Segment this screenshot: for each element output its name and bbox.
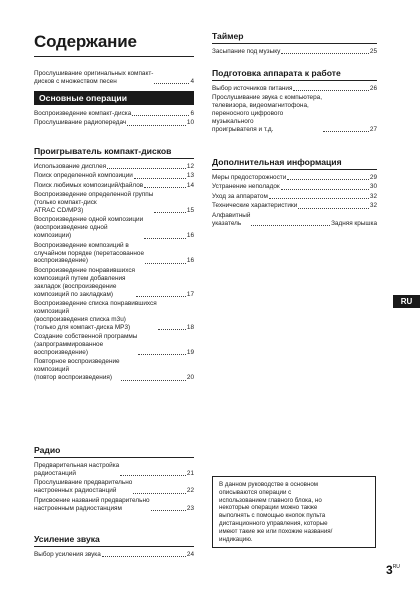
dot-leader: [144, 237, 186, 239]
dot-leader: [251, 224, 330, 226]
toc-entry-page: 13: [186, 172, 194, 180]
cd-player-list: [34, 163, 194, 382]
toc-entry-page: 24: [186, 551, 194, 558]
toc-entry: [34, 333, 194, 357]
dot-leader: [138, 353, 186, 355]
dot-leader: [127, 124, 186, 126]
toc-entry-page: 27: [369, 126, 377, 134]
toc-entry-page: 32: [369, 202, 377, 210]
dot-leader: [269, 197, 369, 199]
dot-leader: [287, 178, 369, 180]
basic-operations-section: [34, 91, 194, 129]
toc-entry-page: 16: [186, 257, 194, 265]
radio-heading: Радио: [34, 445, 194, 458]
toc-entry-title: Прослушивание предварительно настроенных радиостанций: [34, 479, 133, 495]
toc-entry-page: 20: [186, 374, 194, 382]
toc-entry-title: Воспроизведение определенной группы (только компакт-диск ATRAC CD/MP3): [34, 191, 154, 215]
toc-entry: [34, 172, 194, 180]
toc-entry-title: Воспроизведение списка понравившихся композиций (воспроизведения списка m3u) (только для компакт-диска MP3): [34, 300, 157, 331]
toc-entry-title: Засыпание под музыку: [212, 48, 281, 55]
toc-entry-page: 19: [186, 348, 194, 356]
dot-leader: [323, 130, 369, 132]
timer-heading: Таймер: [212, 31, 377, 44]
toc-entry-page: 16: [186, 232, 194, 240]
toc-entry-page: 14: [186, 181, 194, 189]
dot-leader: [145, 262, 186, 264]
timer-list: [212, 48, 377, 56]
toc-entry: [212, 193, 377, 201]
note-box: В данном руководстве в основном описываются операции с использованием главного блока, но некоторые операции можно также выполнять с помощью кнопок пульта дистанционного управления, которые имеют такие же или похожие названия/ индикацию.: [212, 476, 376, 548]
toc-entry-title: Уход за аппаратом: [212, 192, 268, 200]
preparation-heading: Подготовка аппарата к работе: [212, 68, 377, 81]
toc-entry: [212, 212, 377, 228]
toc-entry-page: 29: [369, 174, 377, 181]
toc-entry-page: Задняя крышка: [331, 219, 377, 227]
dot-leader: [144, 186, 186, 188]
toc-entry-title: Создание собственной программы (запрограммированное воспроизведение): [34, 333, 138, 356]
toc-entry-title: Выбор источников питания: [212, 85, 293, 92]
dot-leader: [281, 52, 369, 54]
toc-entry-title: Выбор усиления звука: [34, 551, 101, 558]
toc-entry: [34, 182, 194, 190]
toc-entry: [34, 191, 194, 215]
toc-entry-page: 10: [186, 119, 194, 127]
toc-entry-page: 15: [186, 207, 194, 215]
toc-entry-page: 23: [186, 504, 194, 512]
additional-info-list: [212, 174, 377, 227]
toc-entry-title: Повторное воспроизведение композиций (повтор воспроизведения): [34, 358, 120, 382]
toc-entry-page: 6: [190, 110, 194, 117]
dot-leader: [298, 207, 369, 209]
toc-entry-page: 4: [190, 77, 194, 85]
toc-entry: [212, 94, 377, 134]
toc-entry-title: Технические характеристики: [212, 202, 298, 210]
dot-leader: [158, 328, 186, 330]
toc-entry-title: Меры предосторожности: [212, 174, 287, 181]
toc-entry: [34, 300, 194, 332]
cd-player-heading: Проигрыватель компакт-дисков: [34, 146, 194, 159]
toc-entry-title: Присвоение названий предварительно настроенным радиостанциям: [34, 496, 150, 512]
toc-entry-title: Поиск определенной композиции: [34, 172, 133, 180]
page-number-suffix: RU: [392, 564, 400, 570]
toc-entry-title: Воспроизведение понравившихся композиций путем добавления закладок (воспроизведение композиций по закладкам): [34, 266, 136, 298]
bass-section: [34, 534, 194, 560]
preparation-list: [212, 85, 377, 134]
toc-entry-title: Устранение неполадок: [212, 183, 280, 191]
page-number: [386, 563, 400, 577]
toc-entry: [34, 70, 194, 86]
dot-leader: [281, 188, 369, 190]
toc-entry-title: Воспроизведение одной композиции (воспроизведение одной композиции): [34, 216, 144, 240]
radio-list: [34, 462, 194, 512]
toc-entry-title: Поиск любимых композиций/файлов: [34, 181, 144, 189]
toc-entry-page: 21: [186, 469, 194, 477]
dot-leader: [154, 82, 189, 84]
toc-entry: [212, 183, 377, 191]
toc-entry: [34, 119, 194, 127]
preparation-section: [212, 68, 377, 135]
toc-entry-title: Воспроизведение композиций в случайном порядке (перетасованное воспроизведение): [34, 241, 145, 265]
dot-leader: [134, 177, 186, 179]
toc-entry-title: Алфавитный указатель: [212, 211, 251, 227]
dot-leader: [132, 114, 189, 116]
dot-leader: [133, 492, 186, 494]
bass-list: [34, 551, 194, 559]
page-number-value: 3: [386, 563, 393, 577]
toc-entry: [212, 202, 377, 210]
toc-entry: [34, 110, 194, 118]
toc-entry-page: 30: [369, 183, 377, 191]
dot-leader: [107, 167, 186, 169]
page-title: Содержание: [34, 32, 194, 57]
dot-leader: [154, 211, 186, 213]
cd-player-section: [34, 146, 194, 384]
toc-entry-title: Использование дисплея: [34, 163, 107, 170]
toc-entry-page: 18: [186, 323, 194, 331]
toc-entry-title: Прослушивание звука с компьютера, телевизора, видеомагнитофона, переносного цифрового музыкального проигрывателя и т.д.: [212, 94, 322, 134]
radio-section: [34, 445, 194, 514]
toc-entry-title: Предварительная настройка радиостанций: [34, 462, 120, 477]
toc-entry-page: 12: [186, 163, 194, 170]
language-tab: RU: [393, 295, 420, 308]
intro-section: [34, 70, 194, 87]
dot-leader: [102, 555, 186, 557]
toc-entry-page: 25: [369, 48, 377, 55]
toc-entry: [34, 497, 194, 513]
toc-entry: [34, 358, 194, 382]
toc-entry-page: 26: [369, 85, 377, 92]
toc-entry: [212, 174, 377, 182]
toc-entry: [34, 216, 194, 240]
toc-entry-page: 22: [186, 487, 194, 495]
toc-entry-title: Воспроизведение компакт-диска: [34, 110, 132, 117]
dot-leader: [136, 295, 186, 297]
toc-entry: [212, 48, 377, 56]
timer-section: [212, 31, 377, 57]
toc-entry: [34, 242, 194, 266]
dot-leader: [151, 509, 186, 511]
dot-leader: [120, 474, 186, 476]
additional-info-section: [212, 157, 377, 229]
toc-entry-page: 17: [186, 290, 194, 298]
toc-entry-page: 32: [369, 192, 377, 200]
dot-leader: [121, 379, 186, 381]
toc-entry: [212, 85, 377, 93]
dot-leader: [293, 89, 368, 91]
toc-entry-title: Прослушивание оригинальных компакт- дисков с множеством песен: [34, 70, 154, 85]
basic-operations-list: [34, 110, 194, 127]
toc-entry: [34, 551, 194, 559]
basic-operations-heading: Основные операции: [34, 91, 194, 105]
toc-entry-title: Прослушивание радиопередач: [34, 119, 127, 127]
toc-entry: [34, 462, 194, 478]
additional-info-heading: Дополнительная информация: [212, 157, 377, 170]
toc-entry: [34, 479, 194, 495]
toc-entry: [34, 163, 194, 171]
bass-heading: Усиление звука: [34, 534, 194, 547]
toc-entry: [34, 267, 194, 299]
